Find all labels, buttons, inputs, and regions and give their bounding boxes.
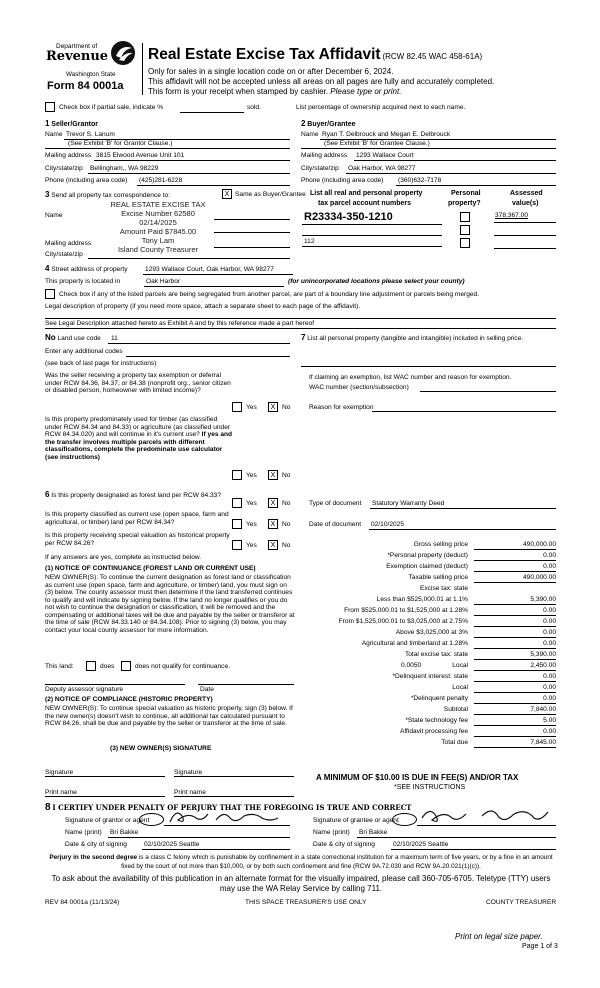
- calc-value[interactable]: 490,000.00: [474, 574, 556, 583]
- calc-label: Less than $525,000.01 at 1.1%: [376, 596, 468, 603]
- grantor-agent-circle: [139, 813, 164, 826]
- header-note-3: [148, 87, 401, 96]
- header-note-3-text: This form is your receipt when stamped by cashier.: [148, 87, 331, 96]
- seller-heading-text: Seller/Grantor: [51, 121, 98, 128]
- treasurer-use: THIS SPACE TREASURER'S USE ONLY: [245, 899, 367, 906]
- wac-claim-label: If claiming an exemption, list WAC number and reason for exemption.: [309, 374, 512, 381]
- exemption-yes-checkbox[interactable]: [232, 402, 242, 412]
- additional-codes-line: [126, 356, 290, 357]
- same-as-buyer-checkbox[interactable]: X: [222, 189, 232, 199]
- seller-city-label: City/state/zip: [45, 165, 83, 172]
- calc-row: [298, 574, 558, 585]
- sec5-label: Land use code: [57, 335, 101, 342]
- seller-address[interactable]: 3815 Elwood Avenue Unit 101: [96, 152, 185, 159]
- forest-yes-label: Yes: [246, 500, 257, 507]
- buyer-phone[interactable]: (360)632-7178: [398, 177, 442, 184]
- sec3-name-line-2: [214, 232, 290, 233]
- location-label: This property is located in: [45, 278, 121, 285]
- timber-question: [45, 416, 235, 461]
- sec3-name-label: Name: [45, 212, 63, 219]
- perjury-bold: Perjury in the second degree: [49, 854, 138, 861]
- assessed-line-1: [494, 222, 556, 223]
- stamp-line-2: Excise Number 62580: [121, 209, 195, 218]
- buyer-name-label: Name: [301, 131, 319, 138]
- current-use-no-checkbox[interactable]: X: [268, 519, 278, 529]
- does-qualify-checkbox[interactable]: [86, 661, 96, 671]
- sec4-heading: [45, 264, 128, 274]
- reason-line: [372, 411, 556, 412]
- calc-label: Taxable selling price: [408, 574, 468, 581]
- form-title-line: [148, 46, 482, 64]
- partial-sold-label: sold.: [247, 104, 261, 111]
- dor-logo: [44, 40, 140, 92]
- legal-line-1: [45, 318, 556, 319]
- assessed-value[interactable]: 378,367.00: [495, 212, 529, 219]
- sec3-name-line: [214, 219, 290, 220]
- owner-print-label-1: Print name: [45, 789, 77, 796]
- calc-value[interactable]: 0.00: [474, 673, 556, 682]
- personal-header-1: Personal: [451, 190, 481, 197]
- perjury-notice: [45, 853, 557, 871]
- property-address[interactable]: 1293 Wallace Court, Oak Harbor, WA 98277: [145, 266, 274, 273]
- calc-value[interactable]: 7,845.00: [474, 739, 556, 748]
- calc-label: *State technology fee: [405, 717, 468, 724]
- calc-value[interactable]: 5,390.00: [474, 596, 556, 605]
- header-note-2: This affidavit will not be accepted unless all areas on all pages are fully and accurately completed.: [148, 77, 495, 86]
- page-number: Page 1 of 3: [522, 943, 558, 950]
- doc-date[interactable]: 02/10/2025: [371, 521, 405, 528]
- seller-section-number: 1: [45, 119, 50, 128]
- parcels-header-2: tax parcel account numbers: [318, 200, 411, 207]
- seller-addr-label: Mailing address: [45, 152, 92, 159]
- same-as-buyer-label: Same as Buyer/Grantee: [235, 191, 306, 198]
- current-use-question: Is this property classified as current use (open space, farm and agricultural, or timber) land per RCW 84.34?: [45, 511, 229, 526]
- personal-property-checkbox-3[interactable]: [460, 238, 470, 248]
- seller-phone-line: [137, 185, 290, 186]
- grantor-date-label: Date & city of signing: [65, 841, 127, 848]
- forest-question: [45, 490, 235, 500]
- buyer-heading-text: Buyer/Grantee: [307, 121, 356, 128]
- stamp-line-1: REAL ESTATE EXCISE TAX: [110, 200, 206, 209]
- seller-name[interactable]: Trevor S. Lanum: [66, 131, 115, 138]
- legal-desc-label: Legal description of property (if you need more space, attach a separate sheet to each page of the affidavit).: [45, 303, 361, 310]
- seller-exhibit-line: [45, 148, 290, 149]
- calc-row: [298, 618, 558, 629]
- additional-codes-label: Enter any additional codes: [45, 348, 123, 355]
- timber-yes-checkbox[interactable]: [232, 470, 242, 480]
- calc-row: [298, 695, 558, 706]
- exemption-question: Was the seller receiving a property tax exemption or deferral under RCW 84.36, 84.37, or 84.38 (nonprofit org., senior citizen or disabled person, homeowner with limited income)?: [45, 372, 231, 395]
- revision-number: REV 84 0001a (11/13/24): [45, 899, 120, 906]
- does-not-label: does not qualify for continuance.: [135, 663, 230, 670]
- personal-header-2: property?: [448, 200, 481, 207]
- seller-phone[interactable]: (425)281-6228: [139, 177, 183, 184]
- see-instructions-note: *SEE INSTRUCTIONS: [394, 784, 466, 791]
- does-not-qualify-checkbox[interactable]: [121, 661, 131, 671]
- calc-label: *Delinquent penalty: [410, 695, 468, 702]
- sec5-heading: [45, 333, 101, 343]
- calc-row: [298, 728, 558, 739]
- boundary-text: Check box if any of the listed parcels are being segregated from another parcel, are part of a boundary line adjustment or parcels being merged.: [59, 291, 480, 298]
- calc-label: Subtotal: [443, 706, 468, 713]
- seller-exhibit: (See Exhibit 'B' for Grantor Clause.): [68, 140, 173, 147]
- sec8-number: 8: [45, 802, 51, 813]
- calc-row: [298, 596, 558, 607]
- current-use-yes-checkbox[interactable]: [232, 519, 242, 529]
- county-treasurer: COUNTY TREASURER: [486, 899, 557, 906]
- assessed-line-2: [494, 235, 556, 236]
- dept-line3: Washington State: [66, 71, 116, 78]
- calc-label: Excise tax: state: [419, 585, 468, 592]
- compliance-text: NEW OWNER(S): To continue special valuation as historic property, sign (3) below. If the new owner(s) doesn't wish to continue, all additional tax calculated pursuant to RCW 84.26, shall be due and payable by the seller or transferor at the time of sale.: [45, 705, 293, 728]
- deputy-sig-line: [45, 684, 185, 685]
- calc-value[interactable]: 5,390.00: [474, 651, 556, 660]
- historic-yes-checkbox[interactable]: [232, 540, 242, 550]
- if-yes-note: If any answers are yes, complete as instructed below.: [45, 554, 202, 561]
- this-land-label: This land:: [45, 663, 74, 670]
- legal-line-2: [45, 328, 556, 329]
- local-rate[interactable]: 0.0050: [401, 662, 422, 669]
- stamp-line-3: 02/14/2025: [139, 218, 177, 227]
- grantor-name-label: Name (print): [65, 829, 102, 836]
- seller-phone-label: Phone (including area code): [45, 177, 128, 184]
- exemption-no-label: No: [282, 404, 291, 411]
- parcel-number[interactable]: R23334-350-1210: [304, 211, 393, 223]
- exemption-no-checkbox[interactable]: X: [268, 402, 278, 412]
- deputy-date-label: Date: [200, 686, 214, 693]
- grantor-name[interactable]: Bri Bakke: [110, 829, 139, 836]
- stamp-line-6: Island County Treasurer: [117, 245, 199, 254]
- grantor-date-city[interactable]: 02/10/2025 Seattle: [144, 841, 200, 848]
- grantee-name-line: [357, 837, 556, 838]
- calc-row: [298, 706, 558, 717]
- calc-value[interactable]: 0.00: [474, 563, 556, 572]
- buyer-phone-label: Phone (including area code): [301, 177, 384, 184]
- calc-label: From $1,525,000.01 to $3,025,000 at 2.75%: [338, 618, 468, 625]
- seller-name-label: Name: [45, 131, 63, 138]
- calc-value[interactable]: 0.00: [474, 629, 556, 638]
- grantor-sig-label: Signature of grantor or agent: [65, 817, 150, 824]
- doc-type-label: Type of document: [309, 500, 362, 507]
- wac-number-label: WAC number (section/subsection): [309, 384, 409, 391]
- boundary-checkbox[interactable]: [45, 289, 55, 299]
- partial-sale-label: Check box if partial sale, indicate %: [59, 104, 164, 111]
- stamp-line-5: Tony Lam: [141, 236, 175, 245]
- alternate-format-notice: To ask about the availability of this publication in an alternate format for the visually impaired, please call 360-705-6705. Teletype (TTY) users may use the WA Relay Service by calling 711.: [51, 874, 551, 893]
- does-label: does: [100, 663, 115, 670]
- calc-label: Affidavit processing fee: [399, 728, 468, 735]
- form-title-ref: (RCW 82.45 WAC 458-61A): [382, 52, 483, 61]
- property-address-line: [143, 274, 293, 275]
- historic-no-label: No: [282, 542, 291, 549]
- calc-value[interactable]: 0.00: [474, 684, 556, 693]
- forest-yes-checkbox[interactable]: [232, 498, 242, 508]
- calc-row: [298, 651, 558, 662]
- buyer-exhibit-line: [301, 148, 556, 149]
- property-location-line: [144, 286, 284, 287]
- sec4-label: Street address of property: [51, 266, 128, 273]
- grantee-name-label: Name (print): [313, 829, 350, 836]
- current-use-no-label: No: [282, 521, 291, 528]
- parcel-line-3: [302, 246, 442, 247]
- wac-number-line: [420, 391, 556, 392]
- calc-row: [298, 607, 558, 618]
- calc-label: Agricultural and timberland at 1.28%: [361, 640, 468, 647]
- personal-property-line: [301, 366, 556, 367]
- sec4-number: 4: [45, 264, 50, 273]
- seller-addr-line: [94, 160, 290, 161]
- timber-no-checkbox[interactable]: X: [268, 470, 278, 480]
- buyer-heading: [301, 119, 356, 129]
- calc-row: [298, 673, 558, 684]
- legal-paper-note: Print on legal size paper.: [455, 932, 543, 941]
- historic-yes-label: Yes: [246, 542, 257, 549]
- grantee-sig-label: Signature of grantee or agent: [313, 817, 399, 824]
- seller-heading: [45, 119, 98, 129]
- calc-value[interactable]: 7,840.00: [474, 706, 556, 715]
- calc-row: [298, 552, 558, 563]
- seller-city-line: [88, 173, 290, 174]
- buyer-city-line: [346, 173, 556, 174]
- new-owner-sig-title: (3) NEW OWNER(S) SIGNATURE: [110, 745, 212, 752]
- land-use-line: [108, 343, 290, 344]
- personal-property-checkbox-1[interactable]: [460, 212, 470, 222]
- calc-value[interactable]: 0.00: [474, 607, 556, 616]
- legal-description[interactable]: See Legal Description attached hereto as Exhibit A and by this reference made a part hereof: [45, 320, 315, 327]
- sec3-heading: [45, 190, 170, 200]
- buyer-section-number: 2: [301, 119, 306, 128]
- doc-type[interactable]: Statutory Warranty Deed: [372, 500, 445, 507]
- sec3-number: 3: [45, 190, 50, 199]
- historic-no-checkbox[interactable]: X: [268, 540, 278, 550]
- stamp-line-4: Amount Paid $7845.00: [119, 227, 197, 236]
- excise-stamp: [78, 200, 238, 254]
- sec3-addr-label: Mailing address: [45, 240, 92, 247]
- deputy-date-line: [198, 684, 294, 685]
- calc-value[interactable]: 0.00: [474, 640, 556, 649]
- grantee-date-label: Date & city of signing: [313, 841, 375, 848]
- calc-value[interactable]: 2,450.00: [474, 662, 556, 671]
- partial-sale-checkbox[interactable]: [45, 102, 55, 112]
- sec3-city-line: [88, 258, 290, 259]
- compliance-title: (2) NOTICE OF COMPLIANCE (HISTORIC PROPERTY): [45, 696, 213, 703]
- buyer-name[interactable]: Ryan T. Delbrouck and Megan E. Delbrouck: [322, 131, 451, 138]
- revenue-swirl-icon: [108, 40, 138, 66]
- grantor-date-line: [142, 849, 290, 850]
- exemption-yes-label: Yes: [246, 404, 257, 411]
- parcel-location-code[interactable]: 112: [304, 238, 315, 245]
- buyer-addr-label: Mailing address: [301, 152, 348, 159]
- calc-label: Local: [452, 684, 468, 691]
- seller-city[interactable]: Bellingham,, WA 98229: [90, 165, 159, 172]
- buyer-exhibit: (See Exhibit 'B' for Grantee Clause.): [324, 140, 430, 147]
- grantee-sig-line: [417, 825, 556, 826]
- header-note-3-emphasis: Please type or print.: [330, 87, 402, 96]
- grantee-name[interactable]: Bri Bakke: [359, 829, 388, 836]
- calc-value[interactable]: 0.00: [474, 552, 556, 561]
- reason-label: Reason for exemption: [309, 404, 374, 411]
- assessed-header-2: value(s): [512, 200, 539, 207]
- sec3-addr-line: [214, 247, 290, 248]
- current-use-yes-label: Yes: [246, 521, 257, 528]
- grantor-name-line: [108, 837, 290, 838]
- assessed-line-3: [494, 248, 556, 249]
- sec5-number: No: [45, 333, 56, 342]
- deputy-sig-label: Deputy assessor signature: [45, 686, 124, 693]
- calc-row: [298, 640, 558, 651]
- sec3-text: Send all property tax correspondence to:: [51, 192, 171, 199]
- calc-value[interactable]: 0.00: [474, 728, 556, 737]
- buyer-addr-line: [354, 160, 556, 161]
- calc-row: [298, 739, 558, 750]
- calc-value[interactable]: 490,000.00: [474, 541, 556, 550]
- calc-label: *Personal property (deduct): [387, 552, 468, 559]
- grantee-date-city[interactable]: 02/10/2025 Seattle: [393, 841, 449, 848]
- calc-label: Total excise tax: state: [404, 651, 468, 658]
- forest-no-checkbox[interactable]: X: [268, 498, 278, 508]
- calc-label: Exemption claimed (deduct): [386, 563, 468, 570]
- doc-type-line: [370, 508, 556, 509]
- location-note: (for unincorporated locations please select your county): [288, 278, 465, 285]
- continuance-title: (1) NOTICE OF CONTINUANCE (FOREST LAND OR CURRENT USE): [45, 565, 256, 572]
- grantor-sig-line: [164, 825, 290, 826]
- doc-date-label: Date of document: [309, 521, 362, 528]
- forest-no-label: No: [282, 500, 291, 507]
- calc-label: Total due: [441, 739, 468, 746]
- buyer-phone-line: [396, 185, 556, 186]
- doc-date-line: [369, 529, 556, 530]
- header-note-1: Only for sales in a single location code on or after December 6, 2024.: [148, 67, 394, 76]
- grantee-agent-circle: [392, 813, 417, 826]
- calc-value[interactable]: 5.00: [474, 717, 556, 726]
- buyer-city[interactable]: Oak Harbor, WA 98277: [348, 165, 416, 172]
- calc-value[interactable]: 0.00: [474, 618, 556, 627]
- grantee-date-line: [391, 849, 556, 850]
- dept-line2: Revenue: [46, 49, 109, 64]
- header-divider: [142, 43, 143, 95]
- perjury-text: is a class C felony which is punishable by confinement in a state correctional institution for a maximum term of five years, or by a fine in an amount fixed by the court of not more than $10,000, or by both such confinement and fine (RCW 9A.72.030 and RCW 9A.20.021(1)(c)).: [121, 854, 553, 870]
- owner-print-label-2: Print name: [174, 789, 206, 796]
- form-number: Form 84 0001a: [47, 80, 124, 92]
- historic-question: Is this property receiving special valuation as historical property per RCW 84.26?: [45, 532, 230, 547]
- calc-label: *Delinquent interest: state: [392, 673, 468, 680]
- minimum-fee-note: A MINIMUM OF $10.00 IS DUE IN FEE(S) AND/OR TAX: [316, 773, 519, 782]
- calc-row: [298, 662, 558, 673]
- timber-no-label: No: [282, 472, 291, 479]
- assessed-header-1: Assessed: [510, 190, 543, 197]
- calc-label: Local: [452, 662, 468, 669]
- timber-yes-label: Yes: [246, 472, 257, 479]
- timber-question-bold: If yes and the transfer involves multiple parcels with different classifications, complete the predominate use calculator (see instructions): [45, 431, 233, 461]
- sec7-description: List all personal property (tangible and intangible) included in selling price.: [307, 335, 524, 342]
- ownership-note: List percentage of ownership acquired next to each name.: [296, 104, 466, 111]
- sec3-city-label: City/state/zip: [45, 251, 83, 258]
- buyer-city-label: City/state/zip: [301, 165, 339, 172]
- sec7-number: 7: [301, 333, 306, 342]
- owner-sig-label-1: Signature: [45, 769, 74, 776]
- calc-row: [298, 585, 558, 596]
- see-instructions: (see back of last page for instructions): [45, 360, 157, 367]
- calc-row: [298, 563, 558, 574]
- buyer-address[interactable]: 1293 Wallace Court: [356, 152, 414, 159]
- personal-property-checkbox-2[interactable]: [460, 225, 470, 235]
- dept-line1: Department of: [56, 43, 98, 50]
- sec6-number: 6: [45, 490, 50, 499]
- owner-sig-label-2: Signature: [174, 769, 203, 776]
- parcel-line-1: [302, 224, 442, 225]
- certify-text: I CERTIFY UNDER PENALTY OF PERJURY THAT THE FOREGOING IS TRUE AND CORRECT: [52, 803, 412, 812]
- calc-row: [298, 717, 558, 728]
- calc-row: [298, 684, 558, 695]
- calc-value[interactable]: 0.00: [474, 695, 556, 704]
- calc-label: From $525,000.01 to $1,525,000 at 1.28%: [344, 607, 468, 614]
- form-title: Real Estate Excise Tax Affidavit: [148, 46, 381, 63]
- sec7-text: [301, 333, 556, 343]
- timber-question-text: Is this property predominately used for timber (as classified under RCW 84.34 and 84.33) or agriculture (as classified under RCW 84.34.020) and will continue in it's current use?: [45, 416, 231, 439]
- partial-percent-field[interactable]: [180, 112, 244, 113]
- property-location[interactable]: Oak Harbor: [146, 278, 181, 285]
- calc-label: Gross selling price: [413, 541, 468, 548]
- calc-label: Above $3,025,000 at 3%: [395, 629, 468, 636]
- land-use-code[interactable]: 11: [111, 335, 118, 342]
- forest-question-text: Is this property designated as forest land per RCW 84.33?: [51, 492, 221, 499]
- parcels-header-1: List all real and personal property: [310, 190, 423, 197]
- calc-row: [298, 629, 558, 640]
- calc-row: [298, 541, 558, 552]
- parcel-line-2: [302, 235, 442, 236]
- continuance-text: NEW OWNER(S): To continue the current designation as forest land or classification as current use (open space, farm and agriculture, or timber) land, you must sign on (3) below. The county assessor must then determine if the land transferred continues to qualify and will indicate by signing below. If the land no longer qualifies or you do not wish to continue the designation or classification, it will be removed and the compensating or additional taxes will be due and payable by the seller or transferor at the time of sale (RCW 84.33.140 or 84.34.108). Prior to signing (3) below, you may contact your local county assessor for more information.: [45, 574, 295, 635]
